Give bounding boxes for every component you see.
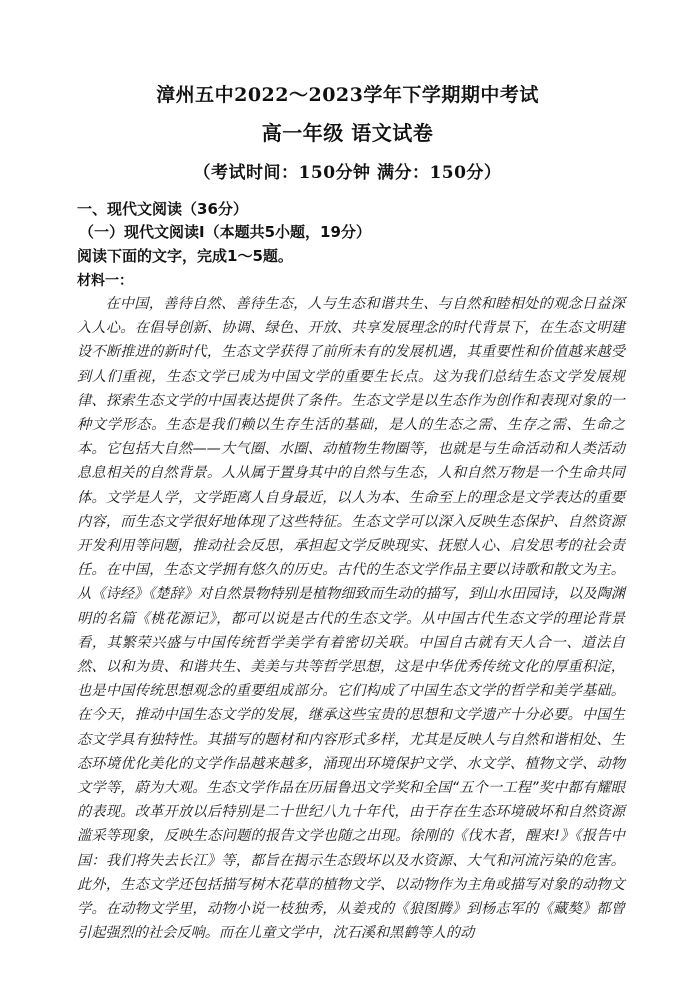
passage-body bbox=[77, 292, 625, 945]
exam-title: 漳州五中2022～2023学年下学期期中考试 bbox=[156, 84, 539, 106]
passage-paragraph: 在中国，善待自然、善待生态，人与生态和谐共生、与自然和睦相处的观念日益深入人心。在倡导创新、协调、绿色、开放、共享发展理念的时代背景下，在生态文明建设不断推进的新时代，生态文学获得了前所未有的发展机遇，其重要性和价值越来越受到人们重视，生态文学已成为中国文学的重要生长点。这为我们总结生态文学发展规律、探索生态文学的中国表达提供了条件。生态文学是以生态作为创作和表现对象的一种文学形态。生态是我们赖以生存生活的基础，是人的生态之需、生存之需、生命之本。它包括大自然——大气圈、水圈、动植物生物圈等，也就是与生命活动和人类活动息息相关的自然背景。人从属于置身其中的自然与生态，人和自然万物是一个生命共同体。文学是人学，文学距离人自身最近，以人为本、生命至上的理念是文学表达的重要内容，而生态文学很好地体现了这些特征。生态文学可以深入反映生态保护、自然资源开发利用等问题，推动社会反思，承担起文学反映现实、抚慰人心、启发思考的社会责任。在中国，生态文学拥有悠久的历史。古代的生态文学作品主要以诗歌和散文为主。从《诗经》《楚辞》对自然景物特别是植物细致而生动的描写，到山水田园诗，以及陶渊明的名篇《桃花源记》，都可以说是古代的生态文学。从中国古代生态文学的理论背景看，其繁荣兴盛与中国传统哲学美学有着密切关联。中国自古就有天人合一、道法自然、以和为贵、和谐共生、美美与共等哲学思想，这是中华优秀传统文化的厚重积淀，也是中国传统思想观念的重要组成部分。它们构成了中国生态文学的哲学和美学基础。在今天，推动中国生态文学的发展，继承这些宝贵的思想和文学遗产十分必要。中国生态文学具有独特性。其描写的题材和内容形式多样，尤其是反映人与自然和谐相处、生态环境优化美化的文学作品越来越多，涌现出环境保护文学、水文学、植物文学、动物文学等，蔚为大观。生态文学作品在历届鲁迅文学奖和全国“五个一工程”奖中都有耀眼的表现。改革开放以后特别是二十世纪八九十年代，由于存在生态环境破坏和自然资源滥采等现象，反映生态问题的报告文学也随之出现。徐刚的《伐木者，醒来!》《报告中国：我们将失去长江》等，都旨在揭示生态毁坏以及水资源、大气和河流污染的危害。此外，生态文学还包括描写树木花草的植物文学、以动物作为主角或描写对象的动物文学。在动物文学里，动物小说一枝独秀，从姜戎的《狼图腾》到杨志军的《藏獒》都曾引起强烈的社会反响。而在儿童文学中，沈石溪和黑鹤等人的动 bbox=[77, 296, 625, 942]
material-label: 材料一： bbox=[77, 273, 133, 289]
exam-info: （考试时间：150分钟 满分：150分） bbox=[193, 163, 502, 183]
subsection-heading: （一）现代文阅读Ⅰ（本题共5小题，19分） bbox=[79, 223, 371, 241]
section-heading: 一、现代文阅读（36分） bbox=[77, 200, 248, 218]
instruction-text: 阅读下面的文字，完成1～5题。 bbox=[77, 247, 293, 265]
exam-subtitle: 高一年级 语文试卷 bbox=[261, 121, 434, 145]
